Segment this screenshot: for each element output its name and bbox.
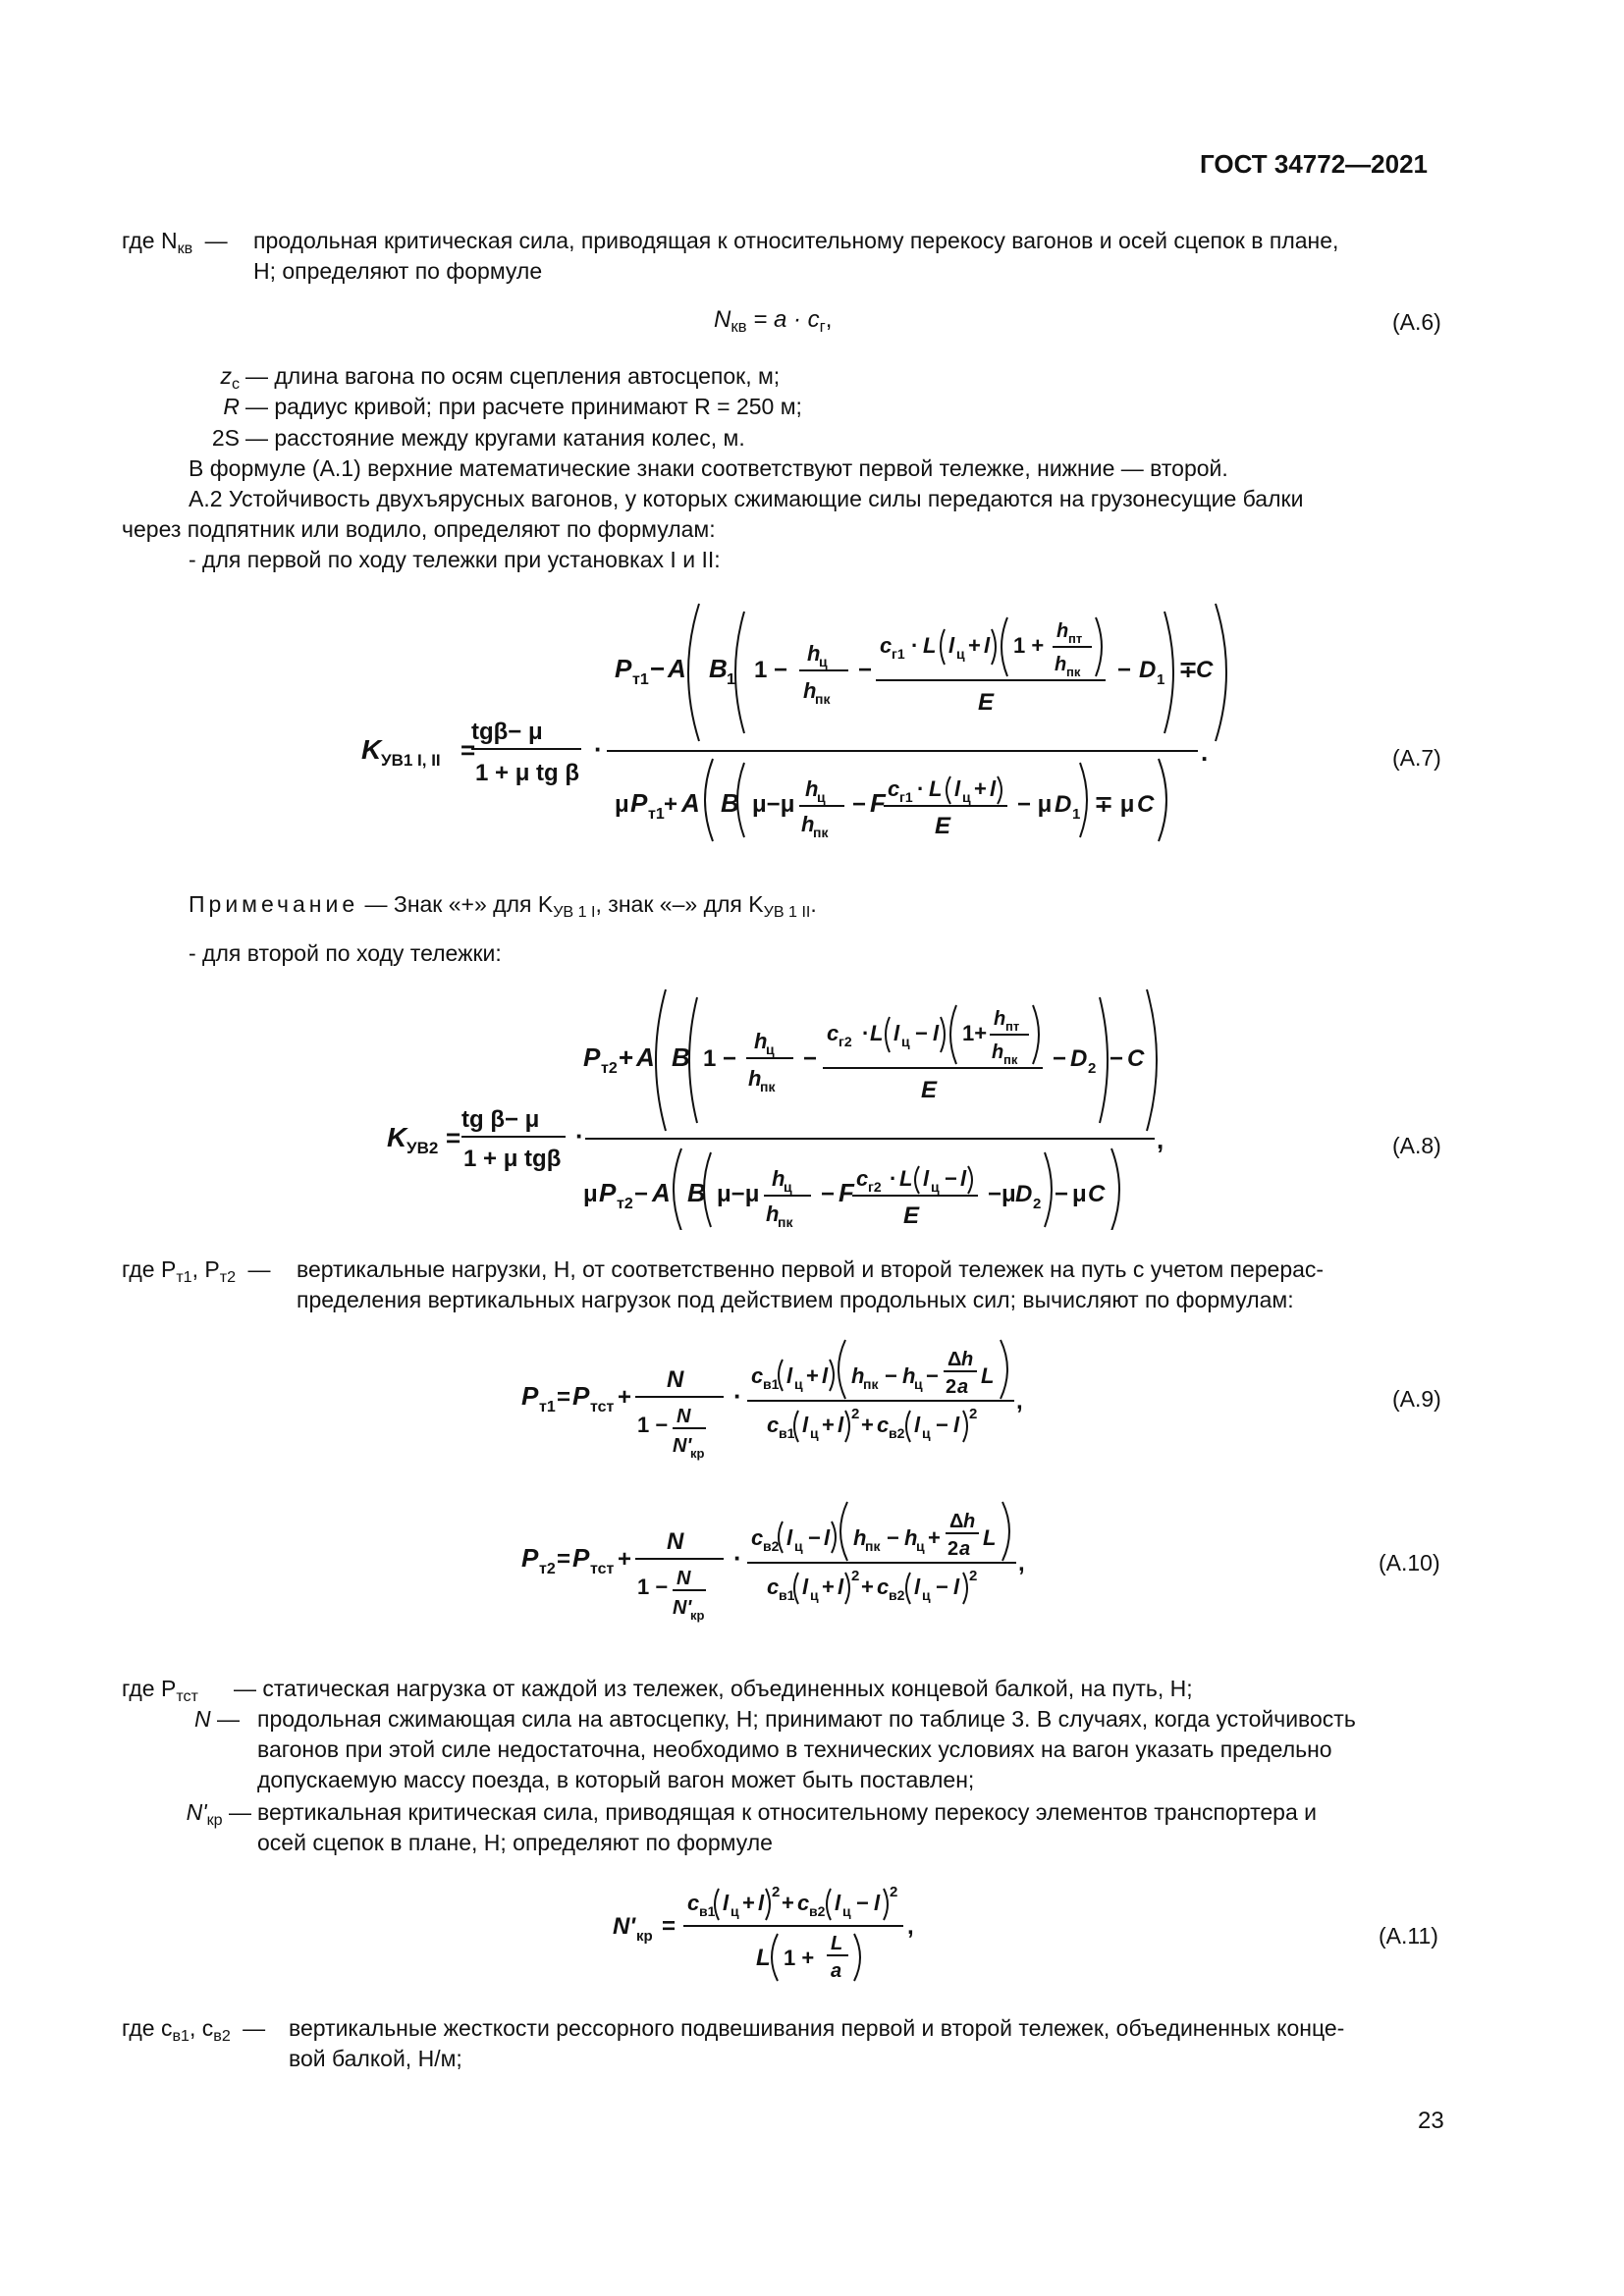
svg-text:l: l <box>914 1413 921 1437</box>
svg-text:2: 2 <box>969 1568 978 1584</box>
def-cv-text: вертикальные жесткости рессорного подвешивания первой и второй тележек, объединенных конце- вой балкой, Н/м; <box>289 2015 1345 2071</box>
equation-a9 <box>515 1330 1065 1468</box>
svg-text:E: E <box>978 689 995 716</box>
svg-text:=: = <box>557 1384 571 1411</box>
svg-text:L: L <box>756 1945 771 1971</box>
svg-text:в1: в1 <box>779 1587 795 1603</box>
svg-text:тст: тст <box>590 1561 615 1577</box>
svg-text:c: c <box>877 1413 890 1437</box>
svg-text:L: L <box>981 1363 995 1388</box>
svg-text:т2: т2 <box>617 1196 633 1212</box>
svg-text:·: · <box>733 1381 742 1411</box>
svg-text:в2: в2 <box>763 1538 780 1554</box>
def-nkr-text: вертикальная критическая сила, приводящая к относительному перекосу элементов транспортера и осей сцепок в плане, Н; определяют по формуле <box>257 1799 1317 1855</box>
svg-text:E: E <box>903 1202 920 1229</box>
svg-text:г1: г1 <box>892 646 905 662</box>
svg-text:в2: в2 <box>889 1587 905 1603</box>
svg-text:B: B <box>687 1178 706 1207</box>
svg-text:ц: ц <box>931 1179 940 1195</box>
svg-text:·: · <box>862 1021 870 1045</box>
svg-text:−: − <box>858 657 873 683</box>
svg-text:1: 1 <box>727 671 735 688</box>
svg-text:P: P <box>615 654 632 683</box>
svg-text:2: 2 <box>969 1406 978 1422</box>
svg-text:пт: пт <box>1068 631 1083 646</box>
svg-text:h: h <box>772 1166 785 1191</box>
svg-text:l: l <box>786 1525 793 1550</box>
svg-text:,: , <box>907 1913 914 1940</box>
svg-text:c: c <box>877 1575 890 1599</box>
svg-text:l: l <box>948 633 955 658</box>
svg-text:tg β− μ: tg β− μ <box>461 1106 540 1133</box>
svg-text:ц: ц <box>922 1425 931 1441</box>
svg-text:·: · <box>594 734 603 764</box>
svg-text:г1: г1 <box>899 789 913 805</box>
svg-text:,: , <box>1016 1388 1023 1415</box>
svg-text:μ: μ <box>1072 1181 1087 1207</box>
def-n-text: продольная сжимающая сила на автосцепку, Н; принимают по таблице 3. В случаях, когда устойчивость вагонов при этой силе недостаточна, необходимо в технических условиях на вагон указать предельно допускаемую массу поезда, в который вагон может быть поставлен; <box>257 1706 1356 1792</box>
svg-text:=: = <box>557 1546 571 1573</box>
svg-text:c: c <box>888 776 900 801</box>
svg-text:h: h <box>992 1041 1004 1063</box>
svg-text:D: D <box>1015 1181 1033 1207</box>
a7-lhs-sub: УВ1 I, II <box>381 751 441 770</box>
equation-number-a11: (A.11) <box>1379 1923 1438 1949</box>
svg-text:2: 2 <box>772 1884 781 1900</box>
svg-text:т2: т2 <box>539 1561 556 1577</box>
svg-text:·: · <box>733 1543 742 1573</box>
svg-text:+: + <box>928 1525 941 1550</box>
svg-text:N': N' <box>673 1597 692 1619</box>
svg-text:·: · <box>575 1121 584 1150</box>
svg-text:пк: пк <box>1003 1052 1018 1067</box>
svg-text:·: · <box>917 776 925 801</box>
def-pt: где $P_{т1}$, $P_{т2}$ — <box>122 1256 271 1286</box>
svg-text:c: c <box>880 633 893 658</box>
svg-text:h: h <box>1056 620 1069 642</box>
svg-text:D: D <box>1070 1045 1088 1072</box>
def-zc-text: — длина вагона по осям сцепления автосцепок, м; <box>245 363 781 389</box>
svg-text:−: − <box>852 791 867 818</box>
svg-text:пк: пк <box>865 1538 881 1554</box>
svg-text:h: h <box>803 678 817 703</box>
def-zc-term: $z_с$ <box>220 363 240 393</box>
svg-text:N: N <box>677 1406 691 1427</box>
svg-text:l: l <box>990 776 997 801</box>
svg-text:+: + <box>782 1891 794 1915</box>
svg-text:∓: ∓ <box>1178 657 1199 683</box>
svg-text:P: P <box>572 1543 590 1573</box>
svg-text:A: A <box>636 1042 655 1072</box>
svg-text:+: + <box>618 1546 632 1573</box>
svg-text:E: E <box>935 813 951 839</box>
svg-text:h: h <box>994 1008 1006 1030</box>
def-pt-text: вертикальные нагрузки, Н, от соответственно первой и второй тележек на путь с учетом перерас- пределения вертикальных нагрузок под действием продольных сил; вычисляют по формулам: <box>297 1256 1325 1312</box>
svg-text:+: + <box>619 1042 634 1072</box>
svg-text:2: 2 <box>1088 1060 1097 1077</box>
svg-text:N: N <box>667 1366 684 1393</box>
svg-text:l: l <box>923 1166 930 1191</box>
svg-text:пт: пт <box>1005 1019 1020 1034</box>
svg-text:h: h <box>904 1525 918 1550</box>
para-a1: В формуле (A.1) верхние математические знаки соответствуют первой тележке, нижние — второй. <box>189 455 1228 481</box>
svg-text:2: 2 <box>1033 1196 1042 1212</box>
para-a2-line2: через подпятник или водило, определяют по формулам: <box>122 516 716 542</box>
svg-text:+: + <box>822 1413 835 1437</box>
svg-text:1 −: 1 − <box>637 1575 669 1599</box>
svg-text:−: − <box>856 1891 869 1915</box>
svg-text:т1: т1 <box>648 806 665 823</box>
svg-text:h: h <box>754 1029 768 1053</box>
svg-text:−μ: −μ <box>988 1181 1016 1207</box>
svg-text:c: c <box>751 1363 764 1388</box>
svg-text:P: P <box>630 788 648 818</box>
document-id: ГОСТ 34772—2021 <box>1200 149 1428 179</box>
svg-text:a: a <box>831 1960 842 1982</box>
svg-text:1 +: 1 + <box>1013 633 1045 658</box>
svg-text:l: l <box>953 1413 960 1437</box>
svg-text:ц: ц <box>819 654 828 669</box>
svg-text:h: h <box>807 641 821 666</box>
svg-text:C: C <box>1088 1181 1106 1207</box>
svg-text:l: l <box>838 1413 844 1437</box>
svg-text:в2: в2 <box>809 1903 826 1919</box>
svg-text:l: l <box>914 1575 921 1599</box>
svg-text:1 −: 1 − <box>754 657 788 683</box>
svg-text:+: + <box>664 791 678 818</box>
svg-text:пк: пк <box>778 1214 793 1230</box>
equation-a11 <box>609 1873 962 1991</box>
def-n-term: N — <box>193 1706 240 1732</box>
svg-text:l: l <box>984 633 991 658</box>
svg-text:,: , <box>1157 1125 1164 1154</box>
svg-text:P: P <box>599 1178 617 1207</box>
svg-text:−: − <box>936 1413 948 1437</box>
svg-text:ц: ц <box>962 789 971 805</box>
svg-text:+: + <box>822 1575 835 1599</box>
svg-text:ц: ц <box>922 1587 931 1603</box>
svg-text:D: D <box>1055 791 1072 818</box>
svg-text:l: l <box>723 1891 730 1915</box>
svg-text:B: B <box>709 654 728 683</box>
svg-text:ц: ц <box>914 1376 923 1392</box>
svg-text:ц: ц <box>731 1903 739 1919</box>
svg-text:2: 2 <box>851 1568 860 1584</box>
svg-text:a: a <box>957 1376 969 1398</box>
svg-text:+: + <box>742 1891 755 1915</box>
svg-text:−: − <box>887 1525 899 1550</box>
svg-text:D: D <box>1139 657 1157 683</box>
svg-text:в1: в1 <box>699 1903 716 1919</box>
svg-text:l: l <box>758 1891 765 1915</box>
svg-text:−: − <box>808 1525 821 1550</box>
svg-text:l: l <box>802 1413 809 1437</box>
svg-text:2: 2 <box>851 1406 860 1422</box>
note: Примечание — Знак «+» для $K_{УВ 1 I}$, знак «–» для $K_{УВ 1 II}$. <box>189 891 817 921</box>
svg-text:+: + <box>861 1575 874 1599</box>
def-cv: где $c_{в1}$, $c_{в2}$ — <box>122 2015 266 2045</box>
svg-text:в1: в1 <box>779 1425 795 1441</box>
svg-text:L: L <box>831 1933 843 1954</box>
svg-text:1 −: 1 − <box>637 1413 669 1437</box>
svg-text:∓ μ: ∓ μ <box>1094 791 1135 818</box>
equation-a6: $N_{кв} = a \cdot c_г$, <box>714 306 833 337</box>
svg-text:−: − <box>821 1181 836 1207</box>
svg-text:в1: в1 <box>763 1376 780 1392</box>
def-ptst-term: где $P_{тст}$ <box>122 1676 198 1705</box>
svg-text:1 + μ tgβ: 1 + μ tgβ <box>463 1146 562 1172</box>
svg-text:l: l <box>893 1021 900 1045</box>
svg-text:P: P <box>572 1381 590 1411</box>
svg-text:l: l <box>960 1166 967 1191</box>
svg-text:т1: т1 <box>539 1399 556 1415</box>
svg-text:h: h <box>766 1201 780 1226</box>
a7-frac-den: 1 + μ tg β <box>475 760 580 786</box>
svg-text:μ−μ: μ−μ <box>717 1181 760 1207</box>
svg-text:− μ: − μ <box>1017 791 1053 818</box>
svg-text:L: L <box>899 1166 913 1191</box>
svg-text:ц: ц <box>810 1425 819 1441</box>
svg-text:c: c <box>751 1525 764 1550</box>
svg-text:−: − <box>803 1045 818 1072</box>
def-ptst-text: — статическая нагрузка от каждой из тележек, объединенных концевой балкой, на путь, Н; <box>234 1676 1193 1701</box>
svg-text:A: A <box>652 1178 671 1207</box>
svg-text:l: l <box>954 776 961 801</box>
svg-text:l: l <box>786 1363 793 1388</box>
svg-text:P: P <box>521 1543 539 1573</box>
svg-text:−: − <box>1055 1181 1069 1207</box>
svg-text:1+: 1+ <box>962 1021 988 1045</box>
equation-number-a8: (A.8) <box>1392 1133 1441 1158</box>
svg-text:K: K <box>387 1122 407 1152</box>
svg-text:+: + <box>861 1413 874 1437</box>
svg-text:P: P <box>583 1042 601 1072</box>
svg-text:в2: в2 <box>889 1425 905 1441</box>
equation-number-a10: (A.10) <box>1379 1550 1440 1575</box>
svg-text:N': N' <box>673 1435 692 1457</box>
svg-text:h: h <box>1055 654 1067 675</box>
def-nkr-term: $N'_{кр}$ — <box>186 1799 251 1829</box>
svg-text:ц: ц <box>956 646 965 662</box>
svg-text:пк: пк <box>813 825 829 840</box>
equation-a8 <box>373 980 1198 1230</box>
svg-text:ц: ц <box>916 1538 925 1554</box>
svg-text:L: L <box>983 1525 997 1550</box>
svg-text:L: L <box>923 633 937 658</box>
svg-text:.: . <box>1201 737 1209 767</box>
svg-text:B: B <box>721 788 739 818</box>
svg-text:h: h <box>748 1066 762 1091</box>
equation-a10 <box>515 1492 1065 1629</box>
svg-text:г2: г2 <box>868 1179 882 1195</box>
equation-a7 <box>324 594 1247 844</box>
svg-text:,: , <box>1018 1550 1025 1576</box>
svg-text:h: h <box>902 1363 916 1388</box>
svg-text:пк: пк <box>760 1079 776 1095</box>
svg-text:A: A <box>681 788 700 818</box>
svg-text:c: c <box>797 1891 810 1915</box>
svg-text:E: E <box>921 1077 938 1103</box>
def-r-text: — радиус кривой; при расчете принимают R = 250 м; <box>245 394 802 419</box>
svg-text:l: l <box>802 1575 809 1599</box>
def-nkv-text: продольная критическая сила, приводящая к относительному перекосу вагонов и осей сцепок в плане, Н; определяют по формуле <box>253 228 1339 284</box>
svg-text:Δ: Δ <box>949 1511 964 1532</box>
svg-text:г2: г2 <box>839 1034 852 1049</box>
svg-text:2: 2 <box>946 1376 957 1398</box>
svg-text:ц: ц <box>901 1034 910 1049</box>
svg-text:ц: ц <box>766 1041 775 1057</box>
svg-text:h: h <box>963 1511 976 1532</box>
svg-text:F: F <box>870 788 886 818</box>
svg-text:l: l <box>953 1575 960 1599</box>
def-r-term: R <box>223 394 240 419</box>
svg-text:Δ: Δ <box>947 1349 962 1370</box>
svg-text:1: 1 <box>1157 671 1165 688</box>
svg-text:K: K <box>361 734 382 765</box>
svg-text:+: + <box>618 1384 632 1411</box>
svg-text:A: A <box>668 654 686 683</box>
svg-text:·: · <box>911 633 919 658</box>
a7-frac-num: tgβ− μ <box>471 719 543 745</box>
svg-text:c: c <box>767 1413 780 1437</box>
svg-text:=: = <box>460 735 476 765</box>
svg-text:=: = <box>662 1913 677 1940</box>
note-label: Примечание <box>189 891 359 917</box>
item-second-bogie: - для второй по ходу тележки: <box>189 940 502 966</box>
svg-text:c: c <box>767 1575 780 1599</box>
svg-text:l: l <box>824 1525 831 1550</box>
equation-number-a9: (A.9) <box>1392 1386 1441 1412</box>
svg-text:a: a <box>959 1538 971 1560</box>
svg-text:h: h <box>853 1525 867 1550</box>
svg-text:N: N <box>667 1528 684 1555</box>
svg-text:N: N <box>677 1568 691 1589</box>
svg-text:μ: μ <box>615 791 629 818</box>
svg-text:−: − <box>945 1166 957 1191</box>
equation-number-a6: (A.6) <box>1392 309 1441 335</box>
svg-text:l: l <box>874 1891 881 1915</box>
svg-text:c: c <box>827 1021 839 1045</box>
equation-number-a7: (A.7) <box>1392 745 1441 771</box>
def-nkv: где $N_{кв}$ — <box>122 228 228 257</box>
svg-text:т1: т1 <box>632 671 649 688</box>
svg-text:ц: ц <box>810 1587 819 1603</box>
svg-text:ц: ц <box>794 1538 803 1554</box>
svg-text:l: l <box>835 1891 841 1915</box>
svg-text:N': N' <box>613 1913 636 1940</box>
svg-text:−: − <box>1053 1045 1067 1072</box>
svg-text:−: − <box>885 1363 897 1388</box>
svg-text:h: h <box>801 812 815 836</box>
svg-text:c: c <box>687 1891 700 1915</box>
svg-text:кр: кр <box>690 1446 705 1461</box>
svg-text:+: + <box>968 633 981 658</box>
svg-text:−: − <box>936 1575 948 1599</box>
svg-text:УВ2: УВ2 <box>406 1139 439 1157</box>
svg-text:l: l <box>933 1021 940 1045</box>
svg-text:кр: кр <box>636 1928 653 1945</box>
svg-text:−: − <box>650 654 666 683</box>
svg-text:+: + <box>806 1363 819 1388</box>
svg-text:ц: ц <box>817 789 826 805</box>
svg-text:кр: кр <box>690 1608 705 1623</box>
svg-text:пк: пк <box>1066 665 1081 679</box>
svg-text:1 −: 1 − <box>703 1045 737 1072</box>
def-2s-term: 2S <box>211 425 240 451</box>
svg-text:F: F <box>839 1178 854 1207</box>
svg-text:L: L <box>870 1021 884 1045</box>
svg-text:c: c <box>856 1166 869 1191</box>
svg-text:=: = <box>446 1123 461 1152</box>
svg-text:l: l <box>838 1575 844 1599</box>
svg-text:ц: ц <box>842 1903 851 1919</box>
svg-text:+: + <box>974 776 987 801</box>
svg-text:C: C <box>1137 791 1155 818</box>
svg-text:−: − <box>926 1363 939 1388</box>
svg-text:т2: т2 <box>601 1060 618 1077</box>
svg-text:C: C <box>1127 1045 1145 1072</box>
svg-text:P: P <box>521 1381 539 1411</box>
svg-text:пк: пк <box>863 1376 879 1392</box>
svg-text:2: 2 <box>890 1884 898 1900</box>
svg-text:L: L <box>929 776 943 801</box>
svg-text:h: h <box>961 1349 974 1370</box>
svg-text:ц: ц <box>784 1179 792 1195</box>
svg-text:−: − <box>1117 657 1132 683</box>
svg-text:−: − <box>915 1021 928 1045</box>
def-2s-text: — расстояние между кругами катания колес, м. <box>245 425 745 451</box>
svg-text:ц: ц <box>794 1376 803 1392</box>
svg-text:2: 2 <box>947 1538 959 1560</box>
svg-text:пк: пк <box>815 691 831 707</box>
svg-text:μ−μ: μ−μ <box>752 791 795 818</box>
svg-text:−: − <box>634 1181 649 1207</box>
svg-text:l: l <box>822 1363 829 1388</box>
svg-text:h: h <box>851 1363 865 1388</box>
item-first-bogie: - для первой по ходу тележки при установках I и II: <box>189 547 721 572</box>
svg-text:−: − <box>1110 1045 1124 1072</box>
svg-text:1 +: 1 + <box>784 1946 815 1970</box>
svg-text:C: C <box>1196 657 1214 683</box>
svg-text:тст: тст <box>590 1399 615 1415</box>
para-a2-line1: А.2 Устойчивость двухъярусных вагонов, у которых сжимающие силы передаются на грузонесущие балки <box>189 486 1304 511</box>
svg-text:μ: μ <box>583 1181 598 1207</box>
svg-text:B: B <box>672 1042 690 1072</box>
svg-text:1: 1 <box>1072 806 1081 823</box>
svg-text:·: · <box>890 1166 897 1191</box>
page-number: 23 <box>1418 2108 1444 2134</box>
svg-text:h: h <box>805 776 819 801</box>
